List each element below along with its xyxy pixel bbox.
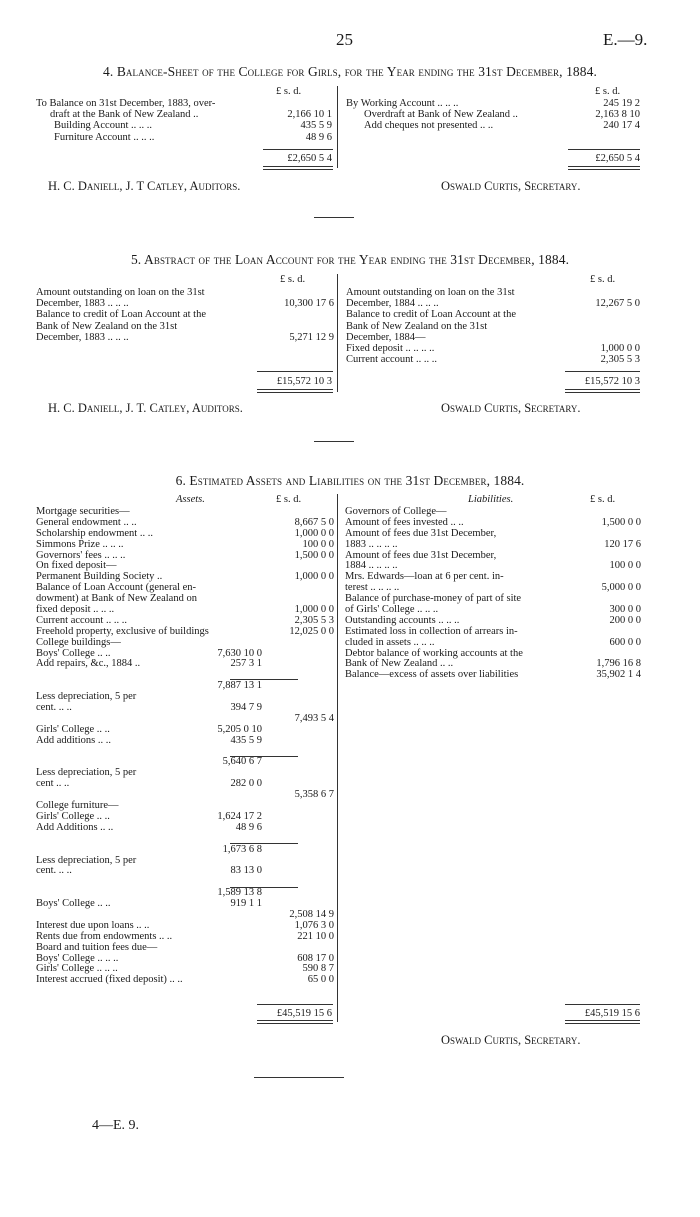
row-label: Girls' College .. .. .. [36,963,118,975]
row-label: Girls' College .. .. [36,723,110,735]
row-label: Board and tuition fees due— [36,941,158,953]
table-row [36,571,334,582]
table-row [345,658,641,669]
row-value: 435 5 9 [300,120,332,132]
bs-auditors: H. C. Daniell, J. T Catley, Auditors. [48,179,241,193]
row-subvalue: 7,887 13 1 [217,680,262,692]
row-value: 590 8 7 [302,963,334,975]
bs-left-total: £2,650 5 4 [287,153,332,164]
table-row [345,637,641,648]
row-label: Balance—excess of assets over liabilities [345,669,519,681]
table-row [36,120,336,131]
table-row [345,626,641,637]
row-label: Less depreciation, 5 per [36,854,137,866]
row-subvalue: 282 0 0 [230,778,262,790]
row-label: Less depreciation, 5 per [36,691,137,703]
table-row [345,571,641,582]
table-row [36,963,334,974]
row-value: 100 0 0 [609,560,641,572]
row-subvalue: 919 1 1 [230,898,262,910]
row-label: Governors of College— [345,506,447,517]
row-label: Boys' College .. .. [36,898,111,910]
table-row [36,287,334,298]
row-label: fixed deposit .. .. .. [36,604,115,616]
row-label: Balance to credit of Loan Account at the [346,309,516,321]
table-row [36,528,334,539]
table-row [36,658,334,669]
table-row [36,953,334,964]
row-label: Amount outstanding on loan on the 31st [346,287,515,298]
table-row [36,865,334,876]
table-row [36,132,336,143]
table-row [36,724,334,735]
row-label: Interest accrued (fixed deposit) .. .. [36,974,183,986]
table-row [346,321,640,332]
row-value: 600 0 0 [609,636,641,648]
row-label: Bank of New Zealand on the 31st [346,320,488,332]
row-value: 7,493 5 4 [294,712,334,724]
table-row [36,756,334,767]
row-value: 48 9 6 [305,131,332,143]
table-row [36,321,334,332]
row-value: 2,166 10 1 [287,109,332,121]
row-label: December, 1884 .. .. .. [346,298,439,310]
row-value: 35,902 1 4 [596,669,641,681]
loan-account-title: 5. Abstract of the Loan Account for the Year ending the 31st December, 1884. [130,252,570,267]
row-label: of Girls' College .. .. .. [345,604,439,616]
row-label: Fixed deposit .. .. .. .. [346,342,435,354]
table-row [36,713,334,724]
row-label: dowment) at Bank of New Zealand on [36,593,197,605]
row-label: December, 1883 .. .. .. [36,331,129,343]
row-label: Simmons Prize .. .. .. [36,538,124,550]
row-subvalue: 1,589 13 8 [217,887,262,899]
table-row [36,909,334,920]
row-value: 2,163 8 10 [595,109,640,121]
estimated-title: 6. Estimated Assets and Liabilities on the 31st December, 1884. [175,473,525,488]
table-row [36,767,334,778]
table-row [36,931,334,942]
row-label: Balance of purchase-money of part of site [345,593,522,605]
row-label: Girls' College .. .. [36,810,110,822]
footer-signature: 4—E. 9. [92,1118,140,1133]
row-value: 1,796 16 8 [596,658,641,670]
row-label: By Working Account .. .. .. [346,98,459,109]
table-row [345,517,641,528]
table-row [36,550,334,561]
row-label: Amount of fees due 31st December, [345,527,497,539]
liabilities-money-head: £ s. d. [590,494,616,505]
table-row [36,98,336,109]
row-label: Add Additions .. .. [36,821,114,833]
table-row [36,309,334,320]
table-row [36,298,334,309]
row-label: cluded in assets .. .. .. [345,636,435,648]
row-label: Bank of New Zealand .. .. [345,658,454,670]
row-value: 300 0 0 [609,604,641,616]
row-label: Building Account .. .. .. [54,120,152,132]
table-row [36,109,336,120]
row-label: cent. .. .. [36,702,72,714]
row-label: Balance to credit of Loan Account at the [36,309,206,321]
row-label: Rents due from endowments .. .. [36,930,173,942]
row-subvalue: 5,205 0 10 [217,723,262,735]
row-value: 1,000 0 0 [294,527,334,539]
row-label: Bank of New Zealand on the 31st [36,320,178,332]
table-row [346,343,640,354]
row-label: On fixed deposit— [36,560,117,572]
table-row [36,539,334,550]
row-label: Furniture Account .. .. .. [54,131,155,143]
table-row [345,593,641,604]
row-label: cent .. .. [36,778,70,790]
row-subvalue: 7,630 10 0 [217,647,262,659]
row-value: 200 0 0 [609,614,641,626]
row-label: Freehold property, exclusive of buildings [36,625,209,637]
row-subvalue: 5,640 6 7 [222,756,262,768]
table-row [36,811,334,822]
la-auditors: H. C. Daniell, J. T. Catley, Auditors. [48,401,243,415]
row-label: draft at the Bank of New Zealand .. [50,109,199,121]
row-label: Outstanding accounts .. .. .. [345,614,460,626]
row-value: 65 0 0 [307,974,334,986]
table-row [36,593,334,604]
row-value: 1,000 0 0 [600,342,640,354]
table-row [346,109,640,120]
row-subvalue: 1,673 6 8 [222,843,262,855]
table-row [346,287,640,298]
bs-right-total: £2,650 5 4 [595,153,640,164]
row-label: Current account .. .. .. [346,354,437,366]
row-label: Amount outstanding on loan on the 31st [36,287,205,298]
row-value: 608 17 0 [297,952,334,964]
table-row [36,702,334,713]
row-value: 240 17 4 [603,120,640,132]
table-row [345,539,641,550]
row-label: cent. .. .. [36,865,72,877]
table-row [36,822,334,833]
row-value: 245 19 2 [603,98,640,109]
la-right-total: £15,572 10 3 [584,376,640,387]
table-row [36,648,334,659]
table-row [36,942,334,953]
la-left-table [36,287,334,343]
row-label: December, 1884— [346,331,426,343]
bs-right-table [346,98,640,132]
row-value: 100 0 0 [302,538,334,550]
table-row [346,309,640,320]
subtotal-rule [230,887,298,888]
row-label: To Balance on 31st December, 1883, over- [36,98,216,109]
row-label: 1883 .. .. .. .. [345,538,398,550]
bs-left-table [36,98,336,143]
subtotal-rule [230,843,298,844]
est-secretary: Oswald Curtis, Secretary. [441,1033,581,1047]
table-row [345,604,641,615]
row-label: Mrs. Edwards—loan at 6 per cent. in- [345,571,504,583]
la-left-total: £15,572 10 3 [276,376,332,387]
row-value: 5,271 12 9 [289,331,334,343]
table-row [36,800,334,811]
table-row [345,648,641,659]
row-value: 1,000 0 0 [294,604,334,616]
row-value: 5,358 6 7 [294,789,334,801]
assets-total: £45,519 15 6 [276,1008,332,1019]
table-row [36,332,334,343]
table-row [36,855,334,866]
table-row [36,735,334,746]
liabilities-head: Liabilities. [468,494,514,505]
row-label: Overdraft at Bank of New Zealand .. [364,109,518,121]
assets-table [36,506,334,985]
table-row [36,604,334,615]
row-label: Amount of fees invested .. .. [345,516,464,528]
table-row [36,789,334,800]
row-value: 1,000 0 0 [294,571,334,583]
row-subvalue: 435 5 9 [230,734,262,746]
row-subvalue: 1,624 17 2 [217,810,262,822]
bs-right-head: £ s. d. [595,86,621,97]
row-value: 221 10 0 [297,930,334,942]
table-row [36,898,334,909]
row-label: Interest due upon loans .. .. [36,919,150,931]
row-label: Estimated loss in collection of arrears in- [345,625,518,637]
table-row [346,120,640,131]
row-value: 1,500 0 0 [601,516,641,528]
la-right-head: £ s. d. [590,274,616,285]
row-label: Balance of Loan Account (general en- [36,582,197,594]
table-row [346,354,640,365]
table-row [345,528,641,539]
table-row [36,582,334,593]
table-row [36,637,334,648]
row-label: Amount of fees due 31st December, [345,549,497,561]
row-subvalue: 257 3 1 [230,658,262,670]
row-label: Boys' College .. .. [36,647,111,659]
row-value: 2,508 14 9 [289,908,334,920]
subtotal-rule [230,756,298,757]
bs-left-head: £ s. d. [276,86,302,97]
table-row [36,560,334,571]
row-label: Governors' fees .. .. .. [36,549,126,561]
row-value: 1,500 0 0 [294,549,334,561]
table-row [345,582,641,593]
row-value: 2,305 5 3 [294,614,334,626]
table-row [345,615,641,626]
row-label: Add cheques not presented .. .. [364,120,494,132]
table-row [36,844,334,855]
row-subvalue: 83 13 0 [230,865,262,877]
balance-sheet-title: 4. Balance-Sheet of the College for Girls, for the Year ending the 31st December, 1884. [103,64,597,79]
row-label: Permanent Building Society .. [36,571,163,583]
row-subvalue: 394 7 9 [230,702,262,714]
table-row [36,920,334,931]
la-right-table [346,287,640,365]
table-row [36,887,334,898]
table-row [346,332,640,343]
table-row [36,517,334,528]
row-label: Add additions .. .. [36,734,111,746]
row-label: Mortgage securities— [36,506,130,517]
liabilities-total: £45,519 15 6 [584,1008,640,1019]
table-row [345,550,641,561]
table-row [346,98,640,109]
row-label: Add repairs, &c., 1884 .. [36,658,141,670]
row-value: 120 17 6 [604,538,641,550]
row-value: 1,076 3 0 [294,919,334,931]
row-label: terest .. .. .. .. [345,582,400,594]
table-row [345,506,641,517]
table-row [345,560,641,571]
table-row [36,506,334,517]
row-value: 8,667 5 0 [294,516,334,528]
row-label: General endowment .. .. [36,516,137,528]
row-label: Less depreciation, 5 per [36,767,137,779]
row-label: College buildings— [36,636,121,648]
row-value: 12,267 5 0 [595,298,640,310]
row-label: Boys' College .. .. .. [36,952,119,964]
row-label: Debtor balance of working accounts at the [345,647,523,659]
assets-head: Assets. [176,494,205,505]
assets-money-head: £ s. d. [276,494,302,505]
table-row [36,691,334,702]
subtotal-rule [230,679,298,680]
table-row [36,778,334,789]
table-row [36,974,334,985]
document-ref: E.—9. [603,30,648,49]
table-row [36,626,334,637]
table-row [36,615,334,626]
row-label: College furniture— [36,800,119,812]
row-value: 2,305 5 3 [600,354,640,366]
row-value: 10,300 17 6 [284,298,334,310]
row-label: December, 1883 .. .. .. [36,298,129,310]
row-value: 12,025 0 0 [289,625,334,637]
bs-secretary: Oswald Curtis, Secretary. [441,179,581,193]
la-secretary: Oswald Curtis, Secretary. [441,401,581,415]
table-row [345,669,641,680]
table-row [36,680,334,691]
row-label: Current account .. .. .. [36,614,127,626]
row-subvalue: 48 9 6 [235,821,262,833]
liabilities-table [345,506,641,680]
row-value: 5,000 0 0 [601,582,641,594]
la-left-head: £ s. d. [280,274,306,285]
row-label: 1884 .. .. .. .. [345,560,398,572]
row-label: Scholarship endowment .. .. [36,527,153,539]
page-number: 25 [336,30,353,49]
table-row [346,298,640,309]
